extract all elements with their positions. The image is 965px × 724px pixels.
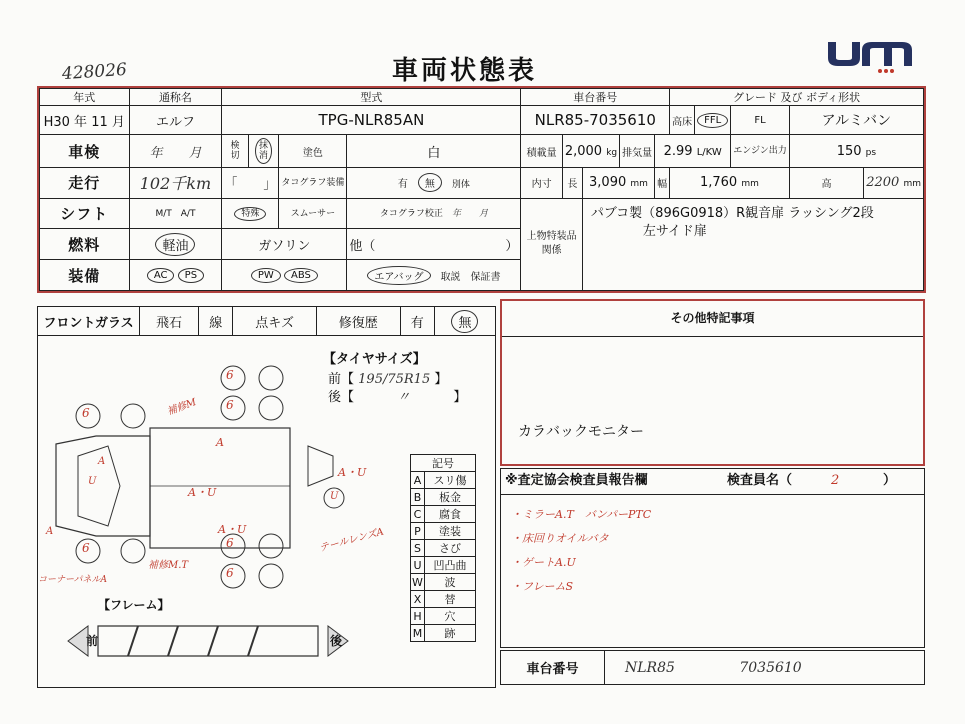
name-header: 通称名 — [129, 89, 222, 106]
legend-symbol: C — [411, 506, 425, 523]
legend-row — [411, 591, 476, 608]
legend-row — [411, 625, 476, 642]
windshield-label: フロントガラス — [38, 307, 140, 336]
load-label: 積載量 — [521, 135, 562, 168]
inspection-label: 車検 — [40, 135, 130, 168]
mark-3: A・U — [218, 523, 247, 536]
disp-unit: L/KW — [696, 146, 722, 158]
check-opt-shou: 消 — [258, 151, 268, 162]
mark-2: A・U — [188, 486, 217, 499]
legend-symbol: H — [411, 608, 425, 625]
color-label: 塗色 — [279, 135, 347, 168]
equip-label: 装備 — [40, 260, 130, 291]
year-value: H30 年 11 月 — [40, 106, 130, 135]
tire-front-close: 】 — [434, 372, 448, 387]
len-value: 3,090 — [589, 175, 627, 191]
frame-label: 【フレーム】 — [98, 598, 170, 612]
engine-unit: ps — [865, 147, 877, 158]
upper-special-line2: 左サイド扉 — [642, 223, 707, 239]
tire-depth-5: 6 — [226, 536, 234, 550]
legend-title: 記号 — [411, 455, 476, 472]
mileage-bracket: 「 」 — [222, 167, 279, 198]
page-title: 車両状態表 — [392, 56, 538, 86]
grade-header: グレード 及び ボディ形状 — [670, 89, 924, 106]
equip-ac: AC — [147, 268, 175, 283]
mark-6: A — [46, 526, 54, 537]
check-opt-kiri: 切 — [230, 151, 240, 162]
tire-front-value: 195/75R15 — [358, 372, 431, 387]
legend-row — [411, 557, 476, 574]
fuel-opt-gasoline: ガソリン — [222, 229, 347, 260]
footer-value-cell — [605, 651, 925, 685]
width-value: 1,760 — [699, 175, 738, 191]
height-unit: mm — [903, 179, 921, 190]
legend-meaning: 板金 — [425, 489, 476, 506]
windshield-row — [37, 306, 496, 336]
year-header: 年式 — [40, 89, 130, 106]
symbol-legend — [410, 454, 476, 640]
tire-rear-row — [328, 386, 466, 405]
mark-5: A — [98, 456, 106, 467]
equip-pw: PW — [251, 268, 281, 283]
inspector-label: 検査員名（ — [727, 473, 793, 488]
tacho-date: 年 月 — [451, 208, 488, 219]
legend-meaning: 凹凸曲 — [425, 557, 476, 574]
equip-abs: ABS — [284, 268, 318, 283]
tire-front-row — [328, 368, 447, 387]
equip-manual: 取説 — [440, 271, 461, 283]
mark-8: U — [330, 491, 339, 502]
mark-4: A・U — [338, 466, 367, 479]
engine-value: 150 — [836, 143, 862, 159]
legend-row — [411, 523, 476, 540]
legend-row — [411, 608, 476, 625]
tire-size-title: 【タイヤサイズ】 — [323, 352, 426, 367]
body-value: アルミバン — [789, 106, 923, 135]
other-notes-text: カラバックモニター — [518, 424, 644, 440]
note-corner-panel: コーナーパネルA — [38, 575, 108, 585]
report-title: ※査定協会検査員報告欄 — [505, 473, 648, 488]
chassis-value: NLR85-7035610 — [521, 106, 670, 135]
legend-symbol: S — [411, 540, 425, 557]
equip-warranty: 保証書 — [470, 271, 501, 283]
other-notes-box — [500, 299, 925, 466]
footer-value-2: 7035610 — [739, 659, 802, 676]
disp-value: 2.99 — [663, 143, 693, 159]
shift-opt-mt: M/T — [155, 208, 172, 219]
height-label: 高 — [789, 167, 863, 198]
tacho-opt-yes: 有 — [397, 179, 408, 191]
report-line-2: ・床回りオイルバタ — [511, 532, 609, 545]
model-header: 型式 — [222, 89, 521, 106]
legend-meaning: 跡 — [425, 625, 476, 642]
tire-rear-value: 〃 — [397, 390, 411, 405]
engine-label: エンジン出力 — [731, 135, 790, 168]
legend-meaning: 腐食 — [425, 506, 476, 523]
vehicle-info-table — [37, 86, 926, 293]
tire-depth-1: 6 — [226, 368, 234, 382]
model-value: TPG-NLR85AN — [222, 106, 521, 135]
fuel-opt-diesel: 軽油 — [155, 233, 195, 256]
ws-opt-line: 線 — [199, 307, 233, 336]
ws-opt-no: 無 — [451, 310, 478, 333]
note-tail-lens: テールレンズA — [318, 526, 386, 555]
brand-logo — [820, 36, 915, 74]
tire-depth-6: 6 — [226, 566, 234, 580]
legend-row — [411, 506, 476, 523]
legend-symbol: B — [411, 489, 425, 506]
mileage-value: 102千km — [129, 167, 222, 198]
inner-label: 内寸 — [521, 167, 562, 198]
disp-label: 排気量 — [620, 135, 655, 168]
note-repair-mt: 補修M.T — [148, 560, 189, 571]
report-line-3: ・ゲートA.U — [511, 556, 576, 569]
width-label: 幅 — [655, 167, 670, 198]
ws-opt-repair: 修復歴 — [316, 307, 400, 336]
color-value: 白 — [347, 135, 521, 168]
ws-opt-chip: 飛石 — [140, 307, 199, 336]
check-opt-ken: 検 — [230, 141, 240, 152]
footer-label: 車台番号 — [501, 651, 605, 685]
inspector-value: 2 — [831, 473, 840, 488]
legend-symbol: M — [411, 625, 425, 642]
floor-ffl: FFL — [697, 113, 728, 128]
floor-high: 高床 — [670, 106, 695, 135]
legend-symbol: X — [411, 591, 425, 608]
name-value: エルフ — [129, 106, 222, 135]
front-label: 前 — [86, 634, 99, 648]
rear-label: 後 — [330, 634, 343, 648]
report-header — [501, 469, 924, 495]
inspection-value: 年 月 — [129, 135, 222, 168]
height-value: 2200 — [866, 175, 900, 191]
tire-depth-2: 6 — [226, 398, 234, 412]
legend-meaning: 波 — [425, 574, 476, 591]
tacho-label: タコグラフ装備 — [279, 167, 347, 198]
len-label: 長 — [562, 167, 582, 198]
equip-ps: PS — [178, 268, 204, 283]
legend-meaning: スリ傷 — [425, 472, 476, 489]
tire-rear-label: 後【 — [328, 390, 355, 405]
fuel-opt-other: 他（ ） — [347, 229, 521, 260]
footer-value-1: NLR85 — [625, 659, 675, 676]
note-repair-m: 補修M — [165, 397, 198, 418]
legend-row — [411, 472, 476, 489]
damage-diagram — [37, 336, 496, 688]
load-unit: kg — [606, 147, 618, 158]
legend-meaning: さび — [425, 540, 476, 557]
check-opt-matsu: 抹 — [258, 141, 268, 152]
report-line-1: ・ミラーA.T バンパーPTC — [511, 508, 652, 521]
legend-symbol: P — [411, 523, 425, 540]
upper-special-line1: パブコ製（896G0918）R観音扉 ラッシング2段 — [590, 205, 874, 221]
shift-label: シフト — [40, 198, 130, 229]
tire-depth-4: 6 — [82, 541, 90, 555]
disp-value-cell — [655, 135, 731, 168]
legend-row — [411, 540, 476, 557]
separate-label: 別体 — [451, 180, 470, 191]
legend-meaning: 穴 — [425, 608, 476, 625]
chassis-header: 車台番号 — [521, 89, 670, 106]
legend-meaning: 塗装 — [425, 523, 476, 540]
mark-7: U — [88, 476, 97, 487]
doc-number: 428026 — [61, 59, 128, 85]
width-unit: mm — [741, 179, 759, 190]
shift-opt-at: A/T — [180, 208, 196, 219]
load-value: 2,000 — [564, 143, 603, 159]
tire-depth-3: 6 — [82, 406, 90, 420]
report-line-4: ・フレームS — [511, 580, 574, 593]
tacho-opt-no: 無 — [418, 173, 442, 192]
upper-special-label: 上物特装品関係 — [521, 198, 582, 290]
fuel-label: 燃料 — [40, 229, 130, 260]
legend-row — [411, 489, 476, 506]
tire-rear-close: 】 — [453, 390, 467, 405]
mark-1: A — [216, 436, 224, 449]
len-unit: mm — [630, 179, 648, 190]
footer-chassis — [500, 650, 925, 685]
tacho-date-label: タコグラフ校正 — [379, 208, 443, 219]
legend-meaning: 替 — [425, 591, 476, 608]
report-lines — [501, 495, 924, 607]
inspector-close: ） — [883, 473, 897, 488]
shift-opt-special: 特殊 — [234, 207, 266, 221]
ws-opt-yes: 有 — [400, 307, 434, 336]
mileage-label: 走行 — [40, 167, 130, 198]
legend-row — [411, 574, 476, 591]
equip-airbag: エアバッグ — [367, 266, 430, 285]
tire-front-label: 前【 — [328, 372, 355, 387]
legend-symbol: W — [412, 575, 423, 589]
other-notes-title: その他特記事項 — [502, 301, 923, 337]
legend-symbol: A — [411, 472, 425, 489]
ws-opt-scratch: 点キズ — [233, 307, 316, 336]
shift-opt-smoother: スムーサー — [279, 198, 347, 229]
report-box — [500, 468, 925, 648]
legend-symbol: U — [411, 557, 425, 574]
floor-fl: FL — [731, 106, 790, 135]
